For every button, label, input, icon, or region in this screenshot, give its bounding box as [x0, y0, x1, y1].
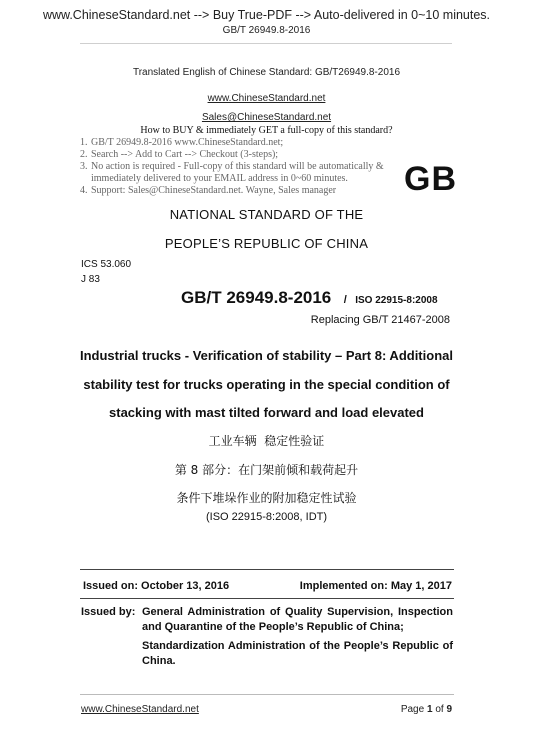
step-item: [80, 149, 400, 161]
step-number: 1.: [80, 137, 88, 148]
ics-code: ICS 53.060: [81, 259, 132, 270]
implemented-date: Implemented on: May 1, 2017: [299, 580, 452, 592]
page-prefix: Page: [400, 704, 425, 715]
gb-number: GB/T 26949.8-2016: [181, 288, 332, 307]
step-item: [80, 185, 400, 197]
issuer-row: [81, 605, 453, 635]
title-english-line2: stability test for trucks operating in the special condition of: [83, 377, 450, 392]
header-standard-code: GB/T 26949.8-2016: [222, 25, 311, 36]
page-of: of: [435, 704, 444, 715]
footer-divider: [80, 694, 454, 695]
issuer-aqsiq: General Administration of Quality Supervision, Inspection and Quarantine of the People’s Republic of China;: [142, 606, 453, 633]
step-text: Support: Sales@ChineseStandard.net. Wayne, Sales manager: [91, 185, 337, 196]
translation-note: Translated English of Chinese Standard: GB/T26949.8-2016: [132, 67, 401, 78]
step-number: 4.: [80, 185, 88, 196]
issuer-label-spacer: [81, 639, 142, 669]
header-banner: www.ChineseStandard.net --> Buy True-PDF --> Auto-delivered in 0~10 minutes.: [42, 8, 491, 22]
standard-number: [181, 288, 438, 308]
email-link-wrapper: [0, 107, 533, 125]
title-english-line1: Industrial trucks - Verification of stability – Part 8: Additional: [80, 348, 453, 363]
iso-number: ISO 22915-8:2008: [355, 295, 438, 306]
dates-top-divider: [80, 569, 454, 570]
step-item: [80, 137, 400, 149]
step-text: No action is required - Full-copy of this standard will be automatically & immediately delivered to your EMAIL address in 0~60 minutes.: [91, 161, 384, 184]
issued-by-label: Issued by:: [81, 606, 136, 618]
header-divider: [80, 43, 452, 44]
page-indicator: [401, 704, 452, 715]
ccs-code: J 83: [81, 274, 100, 285]
footer-site-link[interactable]: www.ChineseStandard.net: [81, 704, 199, 715]
email-link[interactable]: Sales@ChineseStandard.net: [201, 112, 332, 123]
step-number: 3.: [80, 161, 88, 172]
step-text: Search --> Add to Cart --> Checkout (3-steps);: [91, 149, 279, 160]
issuer-sac: Standardization Administration of the People’s Republic of China.: [142, 640, 453, 667]
title-english-line3: stacking with mast tilted forward and load elevated: [109, 405, 424, 420]
dates-bottom-divider: [80, 598, 454, 599]
step-number: 2.: [80, 149, 88, 160]
purchase-steps: [80, 137, 400, 197]
number-separator: /: [343, 294, 347, 306]
title-chinese-line3: 条件下堆垛作业的附加稳定性试验: [176, 491, 357, 505]
issued-date: Issued on: October 13, 2016: [83, 580, 230, 592]
title-chinese-line2: 第 8 部分：在门架前倾和载荷起升: [174, 463, 359, 477]
title-chinese-line1: 工业车辆 稳定性验证: [208, 434, 325, 448]
site-link-wrapper: [0, 88, 533, 106]
site-link[interactable]: www.ChineseStandard.net: [207, 93, 326, 104]
page-current: 1: [426, 704, 433, 715]
issuer-row: [81, 639, 453, 669]
step-item: [80, 161, 400, 185]
replacing-note: Replacing GB/T 21467-2008: [310, 314, 450, 326]
step-text: GB/T 26949.8-2016 www.ChineseStandard.net;: [91, 137, 284, 148]
purchase-heading: How to BUY & immediately GET a full-copy of this standard?: [140, 125, 393, 136]
national-standard-line1: NATIONAL STANDARD OF THE: [169, 207, 364, 222]
iso-equivalence: (ISO 22915-8:2008, IDT): [205, 511, 328, 523]
page-total: 9: [446, 704, 452, 715]
national-standard-line2: PEOPLE’S REPUBLIC OF CHINA: [164, 236, 369, 251]
issued-by-block: [81, 605, 453, 669]
gb-logo: GB: [404, 160, 457, 198]
